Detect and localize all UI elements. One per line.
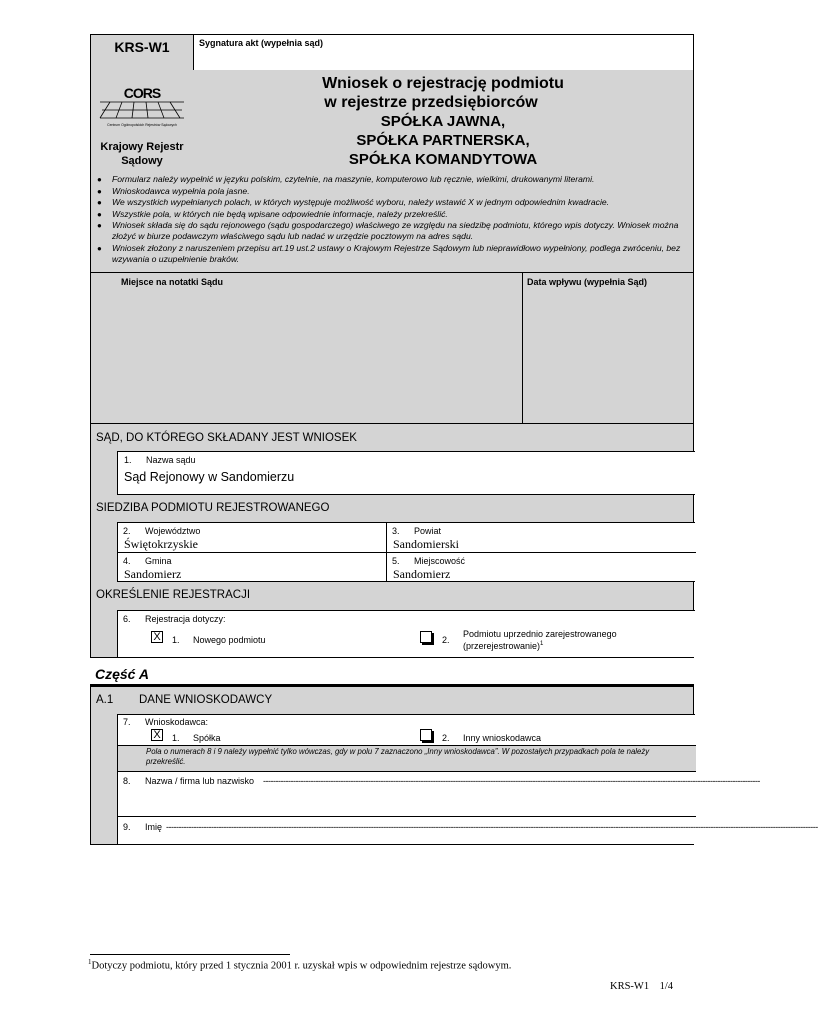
- reregistration-label-2: (przerejestrowanie)$^1$: [463, 641, 544, 651]
- title-line-5: SPÓŁKA KOMANDYTOWA: [348, 151, 538, 168]
- instruction-item: ● Wniosek składa się do sądu rejonowego (sądu gospodarczego) właściwego ze względu na siedzibę podmiotu, którego wpis dotyczy. Wniosek można złożyć w biurze podawczym właściwego sądu lub nadać w urzędzie pocztowym na adres sądu.: [97, 220, 689, 242]
- locality-field[interactable]: [387, 553, 696, 582]
- seat-section: [90, 495, 694, 583]
- title-line-1: Wniosek o rejestrację podmiotu: [322, 75, 564, 92]
- field-label: Wnioskodawca:: [145, 717, 209, 727]
- field-number: 7.: [123, 717, 131, 727]
- field-number: 4.: [123, 556, 131, 566]
- strike-line: ---------------------------------------------------------------------------------------------------------------------------------------------------------------------------------------------------------------------------------------------------------------------: [166, 822, 818, 832]
- company-applicant-label: Spółka: [193, 733, 221, 743]
- footer-form-code: KRS-W1: [610, 981, 650, 992]
- voivodeship-field[interactable]: [118, 523, 386, 552]
- applicant-fields: [117, 714, 818, 844]
- field-label: Imię: [145, 822, 163, 832]
- seat-fields: [117, 522, 695, 582]
- court-notes-label: Miejsce na notatki Sądu: [121, 277, 224, 287]
- field-number: 2.: [123, 526, 131, 536]
- seat-section-title: SIEDZIBA PODMIOTU REJESTROWANEGO: [96, 502, 330, 514]
- footnote: [88, 958, 511, 972]
- instruction-item: ● Wnioskodawca wypełnia pola jasne.: [97, 186, 689, 197]
- signature-field[interactable]: [193, 34, 694, 71]
- option-number: 2.: [442, 733, 450, 743]
- field-number: 6.: [123, 614, 131, 624]
- company-applicant-checkbox[interactable]: X: [151, 729, 163, 741]
- logo-area: [90, 70, 194, 173]
- field-label: Powiat: [414, 526, 442, 536]
- court-notes-area: [90, 272, 694, 424]
- date-received-field: [523, 273, 693, 423]
- strike-line: -------------------------------------------------------------------------------------------------------------------------------------------------------------------------------------------------------: [263, 776, 760, 786]
- option-number: 1.: [172, 733, 180, 743]
- field-number: 8.: [123, 776, 131, 786]
- part-a-heading: Część A: [95, 666, 149, 682]
- registration-section: [90, 582, 694, 658]
- field-label: Rejestracja dotyczy:: [145, 614, 226, 624]
- new-entity-label: Nowego podmiotu: [193, 635, 266, 645]
- field-label: Województwo: [145, 526, 201, 536]
- registry-name-line-2: Sądowy: [121, 155, 163, 167]
- applicant-section: [90, 687, 818, 845]
- page-number: 1/4: [659, 981, 674, 992]
- registry-name-line-1: Krajowy Rejestr: [100, 141, 184, 153]
- registration-type-field: [117, 610, 695, 657]
- form-code: KRS-W1: [90, 34, 194, 71]
- logo-text: CORS: [123, 85, 161, 101]
- option-number: 1.: [172, 635, 180, 645]
- field-number: 1.: [124, 455, 132, 465]
- title-line-2: w rejestrze przedsiębiorców: [324, 94, 538, 111]
- court-notes-field: [91, 273, 523, 423]
- logo-subtext: Centrum Ogólnopolskich Rejestrów Sądowych: [107, 123, 177, 127]
- footnote-number: 1: [88, 958, 92, 966]
- date-received-label: Data wpływu (wypełnia Sąd): [527, 277, 648, 287]
- other-applicant-label: Inny wnioskodawca: [463, 733, 542, 743]
- footnote-text: Dotyczy podmiotu, który przed 1 stycznia 2001 r. uzyskał wpis w odpowiednim rejestrze sądowym.: [91, 960, 512, 972]
- instructions-list: [90, 172, 694, 273]
- page-footer: [610, 981, 673, 992]
- registration-section-title: OKREŚLENIE REJESTRACJI: [96, 589, 251, 601]
- locality-value: Sandomierz: [393, 567, 451, 581]
- first-name-field[interactable]: [118, 817, 818, 845]
- name-field[interactable]: [118, 772, 760, 817]
- court-section: [90, 423, 694, 496]
- county-value: Sandomierski: [393, 537, 459, 551]
- footnote-ref: 1: [540, 641, 544, 647]
- instruction-item: ● Wszystkie pola, w których nie będą wpisane odpowiednie informacje, należy przekreślić.: [97, 209, 689, 220]
- court-section-title: SĄD, DO KTÓREGO SKŁADANY JEST WNIOSEK: [96, 432, 357, 444]
- section-number: A.1: [96, 694, 114, 706]
- form-title: [193, 70, 694, 173]
- instruction-item: ● Formularz należy wypełnić w języku polskim, czytelnie, na maszynie, komputerowo lub ręcznie, wielkimi, drukowanymi literami.: [97, 174, 689, 185]
- field-label: Miejscowość: [414, 556, 466, 566]
- field-label: Gmina: [145, 556, 172, 566]
- commune-value: Sandomierz: [124, 567, 182, 581]
- signature-label: Sygnatura akt (wypełnia sąd): [199, 38, 324, 48]
- field-label: Nazwa / firma lub nazwisko: [145, 776, 255, 786]
- instruction-item: ● Wniosek złożony z naruszeniem przepisu art.19 ust.2 ustawy o Krajowym Rejestrze Sądowym lub nieprawidłowo wypełniony, podlega zwróceniu, bez wzywania o uzupełnienie braków.: [97, 243, 689, 265]
- field-number: 9.: [123, 822, 131, 832]
- option-number: 2.: [442, 635, 450, 645]
- field-number: 5.: [392, 556, 400, 566]
- new-entity-checkbox[interactable]: X: [151, 631, 163, 643]
- court-name-field[interactable]: [117, 451, 695, 495]
- court-name-value: Sąd Rejonowy w Sandomierzu: [124, 470, 295, 484]
- commune-field[interactable]: [118, 553, 386, 582]
- other-applicant-checkbox[interactable]: [420, 729, 432, 741]
- applicant-section-title: DANE WNIOSKODAWCY: [139, 694, 273, 706]
- title-line-4: SPÓŁKA PARTNERSKA,: [356, 132, 530, 149]
- footnote-rule: [90, 954, 290, 955]
- applicant-note: Pola o numerach 8 i 9 należy wypełnić tylko wówczas, gdy w polu 7 zaznaczono „Inny wnioskodawca”. W pozostałych przypadkach pola te należy przekreślić.: [118, 745, 696, 772]
- reregistration-checkbox[interactable]: [420, 631, 432, 643]
- field-number: 3.: [392, 526, 400, 536]
- county-field[interactable]: [387, 523, 696, 552]
- instruction-item: ● We wszystkich wypełnianych polach, w których występuje możliwość wyboru, należy wstawić X w jednym odpowiednim kwadracie.: [97, 197, 689, 208]
- reregistration-label: Podmiotu uprzednio zarejestrowanego: [463, 629, 617, 639]
- title-line-3: SPÓŁKA JAWNA,: [380, 113, 506, 130]
- field-label: Nazwa sądu: [146, 455, 196, 465]
- voivodeship-value: Świętokrzyskie: [124, 537, 198, 551]
